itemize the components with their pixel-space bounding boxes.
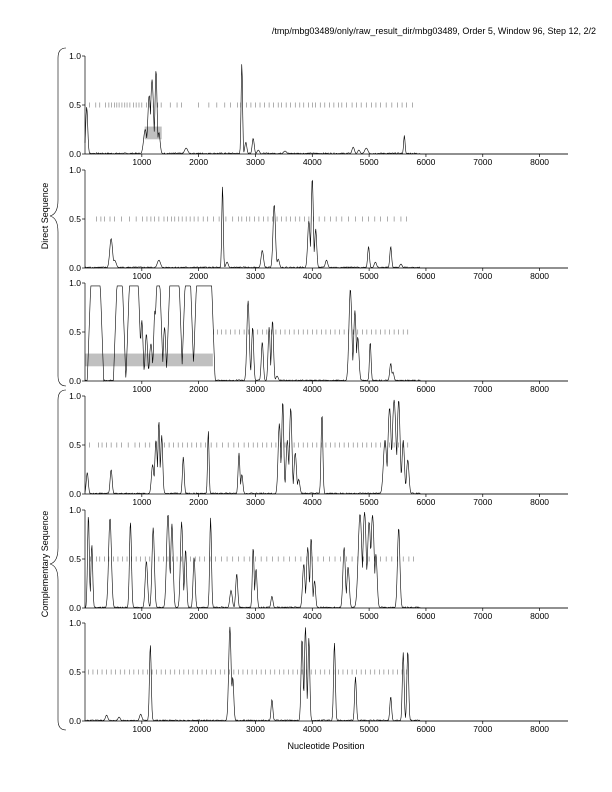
x-tick-label: 7000 [473,611,493,621]
x-tick-label: 4000 [302,611,322,621]
x-tick-label: 2000 [189,724,209,734]
x-tick-label: 3000 [246,724,265,734]
x-tick-label: 3000 [246,384,265,394]
x-tick-label: 4000 [302,724,322,734]
x-tick-label: 4000 [302,497,322,507]
x-tick-label: 4000 [302,384,322,394]
x-tick-label: 3000 [246,611,265,621]
chart-panels [69,51,568,734]
x-tick-label: 8000 [530,611,550,621]
x-tick-label: 5000 [359,611,379,621]
x-tick-label: 8000 [530,157,550,167]
x-tick-label: 1000 [132,157,152,167]
x-tick-label: 2000 [189,384,209,394]
y-tick-label: 1.0 [69,278,81,288]
y-tick-label: 0.0 [69,716,81,726]
y-tick-label: 1.0 [69,505,81,515]
series-line [85,627,568,721]
panel-4 [69,391,568,507]
y-tick-label: 0.5 [69,554,81,564]
header-title: /tmp/mbg03489/only/raw_result_dir/mbg03489, Order 5, Window 96, Step 12, 2/2 [271,26,596,36]
series-line [85,64,568,154]
complementary-brace [50,390,66,730]
x-tick-label: 7000 [473,497,493,507]
x-tick-label: 3000 [246,157,265,167]
x-tick-label: 1000 [132,384,152,394]
direct-brace [50,48,66,386]
y-tick-label: 0.0 [69,603,81,613]
panel-6 [69,618,568,734]
y-tick-label: 1.0 [69,618,81,628]
x-tick-label: 8000 [530,271,550,281]
y-tick-label: 0.5 [69,327,81,337]
x-tick-label: 6000 [416,271,436,281]
x-tick-label: 7000 [473,271,493,281]
x-tick-label: 5000 [359,271,379,281]
panel-5 [69,505,568,621]
x-tick-label: 8000 [530,724,550,734]
series-line [85,400,568,494]
y-tick-label: 0.5 [69,100,81,110]
series-line [85,512,568,608]
x-tick-label: 6000 [416,497,436,507]
x-tick-label: 5000 [359,157,379,167]
x-tick-label: 6000 [416,724,436,734]
x-tick-label: 7000 [473,384,493,394]
series-line [85,181,568,268]
x-tick-label: 4000 [302,157,322,167]
x-tick-label: 6000 [416,611,436,621]
panel-3 [69,278,568,394]
complementary-sequence-label: Complementary Sequence [40,510,50,618]
y-tick-label: 0.0 [69,263,81,273]
x-tick-label: 2000 [189,157,209,167]
x-tick-label: 3000 [246,271,265,281]
x-axis-label: Nucleotide Position [287,741,365,751]
x-tick-label: 1000 [132,611,152,621]
x-tick-label: 2000 [189,271,209,281]
direct-sequence-label: Direct Sequence [40,182,50,250]
x-tick-label: 3000 [246,497,265,507]
x-tick-label: 6000 [416,157,436,167]
y-tick-label: 0.0 [69,376,81,386]
y-tick-label: 0.5 [69,667,81,677]
y-tick-label: 0.0 [69,489,81,499]
y-tick-label: 1.0 [69,391,81,401]
x-tick-label: 5000 [359,724,379,734]
y-tick-label: 1.0 [69,51,81,61]
x-tick-label: 5000 [359,497,379,507]
x-tick-label: 1000 [132,271,152,281]
y-tick-label: 1.0 [69,165,81,175]
y-tick-label: 0.5 [69,214,81,224]
panel-1 [69,51,568,167]
y-tick-label: 0.5 [69,440,81,450]
x-tick-label: 1000 [132,724,152,734]
x-tick-label: 6000 [416,384,436,394]
x-tick-label: 1000 [132,497,152,507]
x-tick-label: 7000 [473,724,493,734]
y-tick-label: 0.0 [69,149,81,159]
x-tick-label: 8000 [530,497,550,507]
panel-2 [69,165,568,281]
series-line [85,286,568,381]
x-tick-label: 2000 [189,611,209,621]
x-tick-label: 5000 [359,384,379,394]
x-tick-label: 2000 [189,497,209,507]
x-tick-label: 4000 [302,271,322,281]
x-tick-label: 7000 [473,157,493,167]
x-tick-label: 8000 [530,384,550,394]
